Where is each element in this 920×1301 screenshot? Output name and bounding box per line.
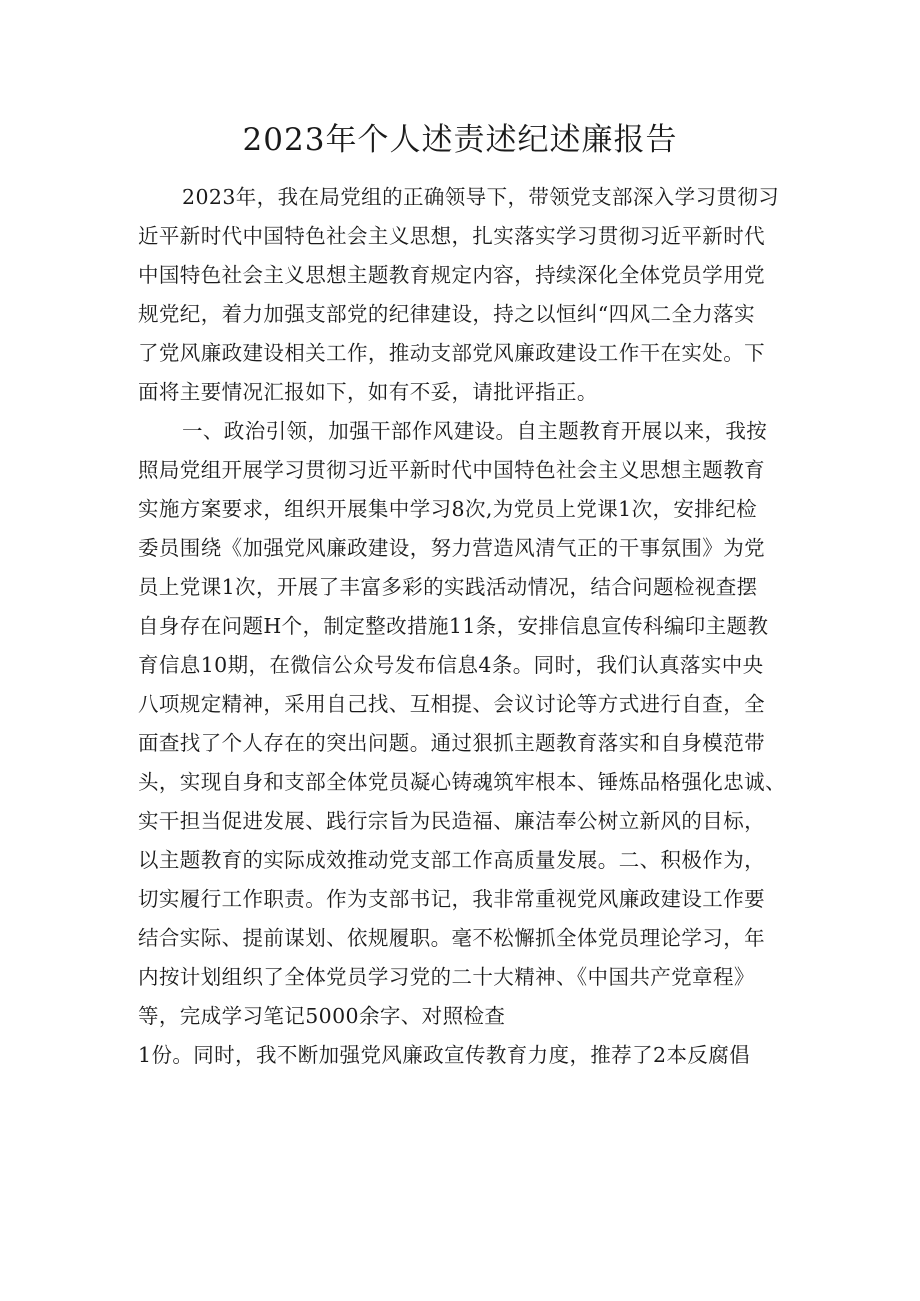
body-line: 头，实现自身和支部全体党员凝心铸魂筑牢根本、锤炼品格强化忠诚、 xyxy=(138,770,786,794)
body-line: 实干担当促进发展、践行宗旨为民造福、廉洁奉公树立新风的目标， xyxy=(138,809,765,833)
body-line: 育信息10期，在微信公众号发布信息4条。同时，我们认真落实中央 xyxy=(138,653,764,677)
body-line: 2023年，我在局党组的正确领导下，带领党支部深入学习贯彻习 xyxy=(182,185,780,209)
body-line: 照局党组开展学习贯彻习近平新时代中国特色社会主义思想主题教育 xyxy=(138,458,765,482)
body-line: 八项规定精神，采用自己找、互相提、会议讨论等方式进行自查，全 xyxy=(138,692,765,716)
body-line: 委员围绕《加强党风廉政建设，努力营造风清气正的干事氛围》为党 xyxy=(138,536,765,560)
body-line: 一、政治引领，加强干部作风建设。自主题教育开展以来，我按 xyxy=(182,419,768,443)
body-line: 内按计划组织了全体党员学习党的二十大精神、《中国共产党章程》 xyxy=(138,965,755,989)
body-line: 结合实际、提前谋划、依规履职。毫不松懈抓全体党员理论学习，年 xyxy=(138,926,765,950)
body-line: 近平新时代中国特色社会主义思想，扎实落实学习贯彻习近平新时代 xyxy=(138,224,765,248)
body-line: 切实履行工作职责。作为支部书记，我非常重视党风廉政建设工作要 xyxy=(138,887,765,911)
body-line: 中国特色社会主义思想主题教育规定内容，持续深化全体党员学用党 xyxy=(138,263,765,287)
body-line: 自身存在问题H个，制定整改措施11条，安排信息宣传科编印主题教 xyxy=(138,614,769,638)
document-body xyxy=(138,178,818,1075)
body-line: 员上党课1次，开展了丰富多彩的实践活动情况，结合问题检视查摆 xyxy=(138,575,758,599)
body-line: 面将主要情况汇报如下，如有不妥，请批评指正。 xyxy=(138,380,598,404)
body-line: 以主题教育的实际成效推动党支部工作高质量发展。二、积极作为， xyxy=(138,848,765,872)
document-title: 2023年个人述责述纪述廉报告 xyxy=(242,122,678,158)
body-line: 面查找了个人存在的突出问题。通过狠抓主题教育落实和自身模范带 xyxy=(138,731,765,755)
body-line: 1份。同时，我不断加强党风廉政宣传教育力度，推荐了2本反腐倡 xyxy=(138,1043,751,1067)
body-line: 等，完成学习笔记5000余字、对照检查 xyxy=(138,1004,506,1028)
body-line: 了党风廉政建设相关工作，推动支部党风廉政建设工作干在实处。下 xyxy=(138,341,765,365)
body-line: 规党纪，着力加强支部党的纪律建设，持之以恒纠“四风二全力落实 xyxy=(138,302,755,326)
body-line: 实施方案要求，组织开展集中学习8次,为党员上党课1次，安排纪检 xyxy=(138,497,757,521)
